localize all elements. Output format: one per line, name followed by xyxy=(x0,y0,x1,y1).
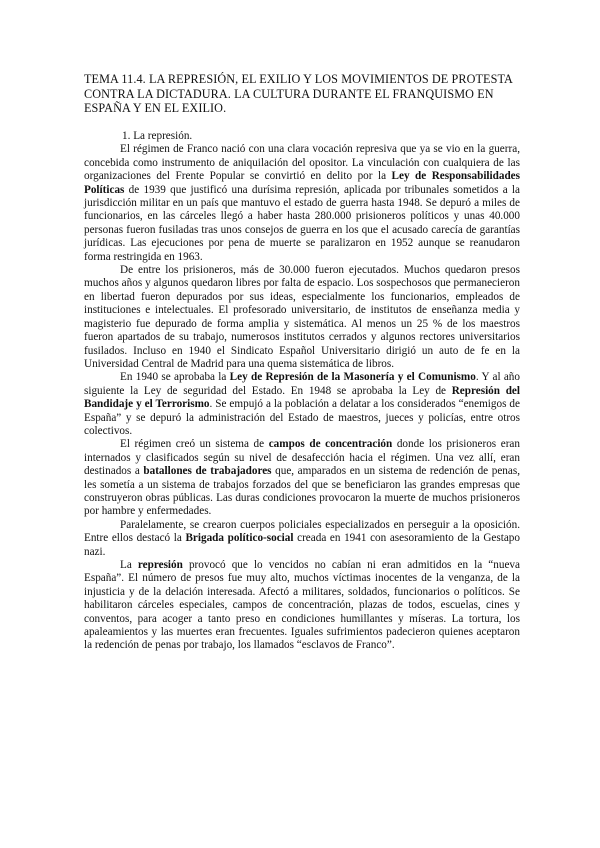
p3-text-d: . Se empujó a la población a delatar a los considerados “enemigos de España” y se depuró la administración del Estado de maestros, jueces y policías, entre otros colectivos. xyxy=(84,398,520,437)
p4-bold-campos-concentracion: campos de concentración xyxy=(268,438,393,451)
p6-bold-represion: represión xyxy=(137,559,183,571)
paragraph-4 xyxy=(84,438,520,518)
p1-text-c: de 1939 que justificó una durísima represión, aplicada por tribunales sometidos a la jurisdicción militar en un país que mantuvo el estado de guerra hasta 1948. Se depuró a miles de funcionarios, en las cárceles llegó a haber hasta 280.000 prisioneros políticos y unas 40.000 personas fueron fusiladas tras unos consejos de guerra en los que el acusado carecía de garantías jurídicas. Las ejecuciones por pena de muerte se paralizaron en 1952 aunque se reanudaron forma restringida en 1963. xyxy=(84,183,520,263)
p3-text-c: . Y al año siguiente la Ley de seguridad del Estado. En 1948 se aprobaba la Ley de xyxy=(84,371,520,397)
p3-bold-represion-bandidaje: Represión del Bandidaje y el Terrorismo xyxy=(84,384,520,411)
p6-text-c: provocó que lo vencidos no cabían ni eran admitidos en la “nueva España”. El número de presos fue muy alto, muchos víctimas inocentes de la venganza, de la injusticia y de la delación interesada. Afectó a militares, soldados, funcionarios o políticos. Se habilitaron cárceles especiales, campos de concentración, plazas de todos, escuelas, cines y conventos, para acoger a tanto preso en condiciones humillantes y míseras. La tortura, los apaleamientos y las muertes eran frecuentes. Iguales sufrimientos padecieron quienes aceptaron la redención de penas por trabajo, los llamados “esclavos de Franco”. xyxy=(84,559,520,652)
p4-bold-batallones: batallones de trabajadores xyxy=(143,465,272,478)
p4-text-d: que, amparados en un sistema de redención de penas, les sometía a un sistema de trabajos forzados del que se beneficiaron las grandes empresas que construyeron obras públicas. Las duras condiciones provocaron la muerte de muchos prisioneros por hambre y enfermedades. xyxy=(84,465,520,518)
section-heading-represion: 1. La represión. xyxy=(122,130,193,142)
p5-text-a: Paralelamente, se crearon cuerpos policiales especializados en perseguir a la oposición. Entre ellos destacó la xyxy=(84,518,520,545)
document-body xyxy=(84,130,520,653)
paragraph-5 xyxy=(84,519,520,559)
paragraph-3 xyxy=(84,371,520,438)
p4-text-a: El régimen creó un sistema de xyxy=(120,438,269,451)
p1-text-a: El régimen de Franco nació con una clara vocación represiva que ya se vio en la guerra, concebida como instrumento de aniquilación del opositor. La vinculación con cualquiera de las organizaciones del Frente Popular se convirtió en delito por la xyxy=(84,143,520,183)
p5-bold-brigada: Brigada político-social xyxy=(185,532,294,545)
p3-bold-ley-masoneria: Ley de Represión de la Masonería y el Comunismo xyxy=(229,371,476,384)
paragraph-2: De entre los prisioneros, más de 30.000 fueron ejecutados. Muchos quedaron presos muchos años y algunos quedaron libres por falta de espacio. Los sospechosos que permanecieron en libertad fueron depurados por sus ideas, especialmente los funcionarios, empleados de instituciones e intelectuales. El profesorado universitario, de institutos de enseñanza media y magisterio fue depurado de forma amplia y sistemática. Al menos un 25 % de los maestros fueron apartados de su trabajo, numerosos institutos cerrados y algunos rectores universitarios fusilados. Incluso en 1940 el Sindicato Español Universitario dirigió un auto de fe en la Universidad Central de Madrid para una quema sistemática de libros. xyxy=(84,264,520,370)
p1-bold-ley-responsabilidades: Ley de Responsabilidades Políticas xyxy=(84,170,520,196)
paragraph-6 xyxy=(84,559,520,653)
p3-text-a: En 1940 se aprobaba la xyxy=(120,371,230,384)
p4-text-c: donde los prisioneros eran internados y clasificados según su nivel de desafección hacia el régimen. Una vez allí, eran destinados a xyxy=(84,438,520,478)
document-title: TEMA 11.4. LA REPRESIÓN, EL EXILIO Y LOS MOVIMIENTOS DE PROTESTA CONTRA LA DICTADURA. LA CULTURA DURANTE EL FRANQUISMO EN ESPAÑA Y EN EL EXILIO. xyxy=(84,72,513,115)
p5-text-c: creada en 1941 con asesoramiento de la Gestapo nazi. xyxy=(84,532,520,558)
p6-text-a: La xyxy=(120,559,138,571)
paragraph-1 xyxy=(84,143,520,264)
